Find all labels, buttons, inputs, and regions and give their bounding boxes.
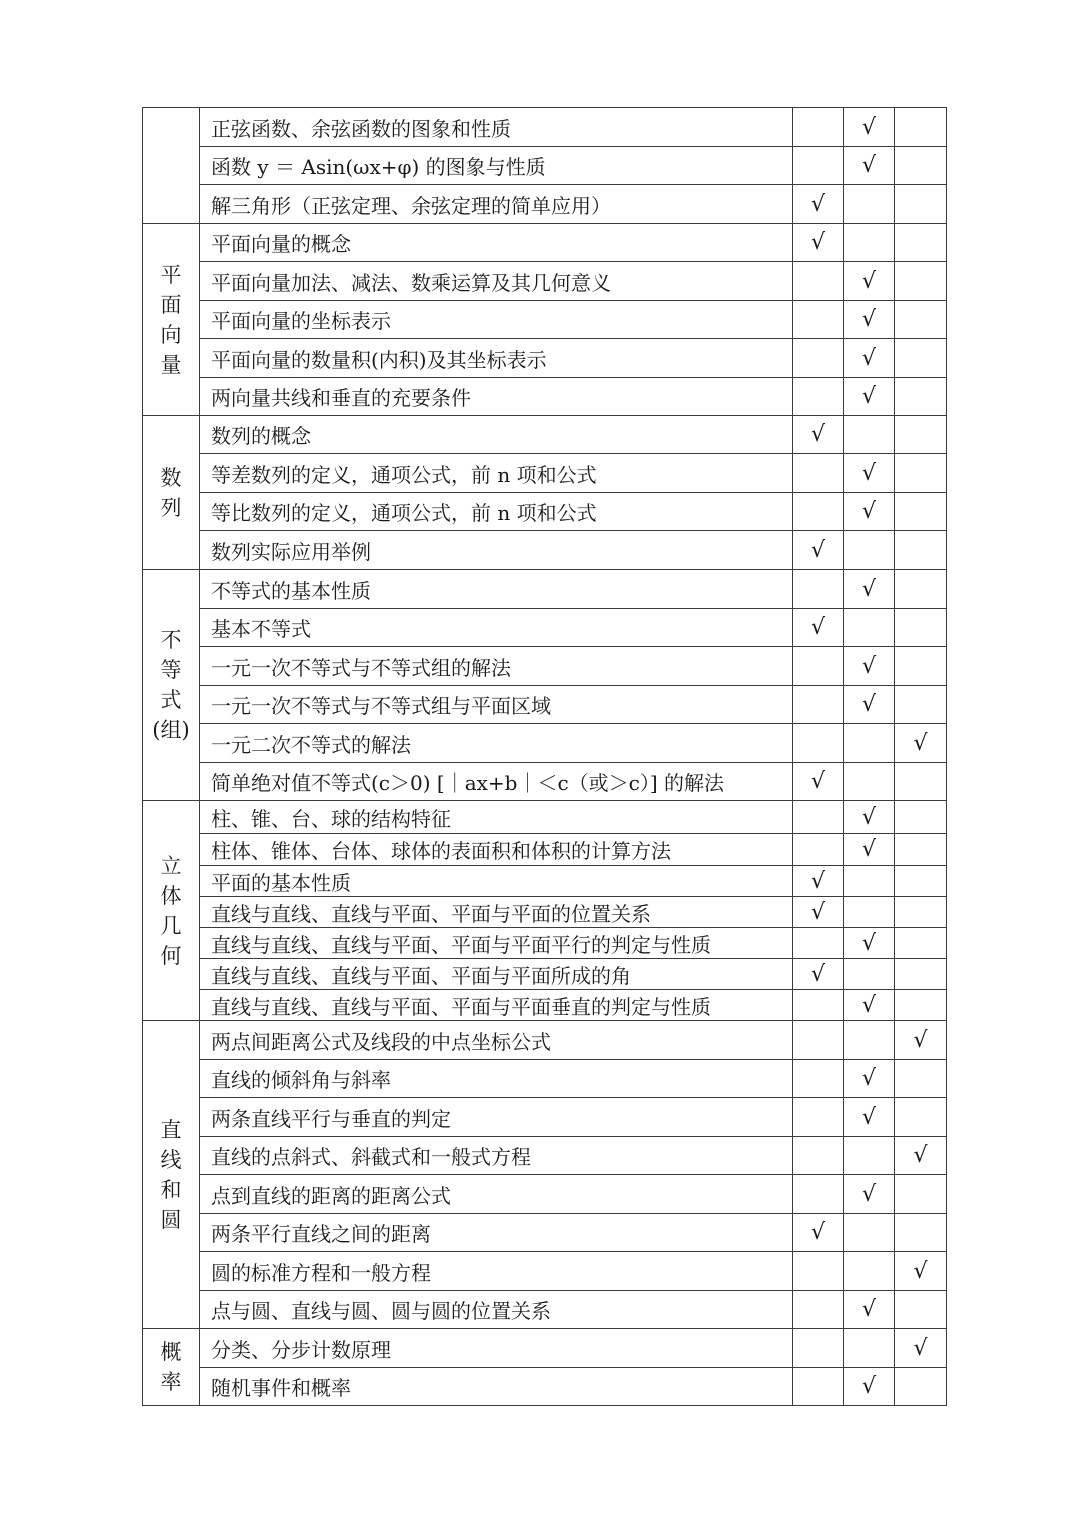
level-2-cell [844,147,895,185]
table-row [143,763,947,801]
table-row [143,224,947,262]
topic-cell: 正弦函数、余弦函数的图象和性质 [200,108,793,147]
level-2-cell [844,108,895,147]
check-mark-icon: √ [810,899,826,925]
table-row [143,185,947,224]
topic-cell: 直线与直线、直线与平面、平面与平面垂直的判定与性质 [200,990,793,1021]
table-row [143,1291,947,1329]
table-row [143,959,947,990]
table-row [143,1175,947,1214]
check-mark-icon: √ [861,1374,877,1399]
check-mark-icon: √ [861,653,877,679]
table-row [143,570,947,609]
topic-cell: 分类、分步计数原理 [200,1329,793,1368]
level-2-cell [844,866,895,897]
table-row [143,1098,947,1137]
level-2-cell [844,724,895,763]
level-2-cell [844,990,895,1021]
check-mark-icon: √ [861,1181,877,1207]
level-3-cell [895,1252,947,1291]
table-row [143,834,947,866]
level-2-cell [844,301,895,339]
check-mark-icon: √ [861,268,877,294]
level-3-cell [895,647,947,686]
check-mark-icon: √ [861,153,877,178]
level-1-cell [793,1021,844,1060]
table-row [143,108,947,147]
level-2-cell [844,1175,895,1214]
table-row [143,531,947,570]
check-mark-icon: √ [861,930,877,956]
table-row [143,1137,947,1175]
category-label: 直 线 和 圆 [160,1117,182,1232]
check-mark-icon: √ [861,576,877,602]
level-2-cell [844,897,895,928]
level-3-cell [895,990,947,1021]
level-3-cell [895,1137,947,1175]
level-3-cell [895,262,947,301]
category-cell [143,1021,200,1329]
topic-cell: 两向量共线和垂直的充要条件 [200,378,793,416]
check-mark-icon: √ [861,692,877,717]
table-row [143,990,947,1021]
topic-cell: 平面向量的概念 [200,224,793,262]
topic-cell: 解三角形（正弦定理、余弦定理的简单应用） [200,185,793,224]
level-1-cell [793,763,844,801]
level-3-cell [895,1060,947,1098]
level-3-cell [895,866,947,897]
table-row [143,647,947,686]
topic-cell: 两点间距离公式及线段的中点坐标公式 [200,1021,793,1060]
level-3-cell [895,834,947,866]
level-2-cell [844,454,895,493]
level-1-cell [793,339,844,378]
level-3-cell [895,339,947,378]
category-label: 概 率 [160,1340,182,1394]
level-1-cell [793,1137,844,1175]
level-1-cell [793,990,844,1021]
check-mark-icon: √ [861,384,877,409]
table-row [143,1329,947,1368]
level-2-cell [844,1021,895,1060]
topic-cell: 数列实际应用举例 [200,531,793,570]
level-3-cell [895,493,947,531]
table-row [143,339,947,378]
level-2-cell [844,493,895,531]
topic-cell: 柱体、锥体、台体、球体的表面积和体积的计算方法 [200,834,793,866]
check-mark-icon: √ [810,537,826,563]
level-2-cell [844,686,895,724]
level-2-cell [844,801,895,834]
level-1-cell [793,185,844,224]
table-row [143,147,947,185]
check-mark-icon: √ [861,804,877,830]
level-2-cell [844,609,895,647]
level-2-cell [844,1137,895,1175]
check-mark-icon: √ [810,961,826,987]
level-3-cell [895,147,947,185]
level-2-cell [844,339,895,378]
topic-cell: 平面向量的坐标表示 [200,301,793,339]
level-1-cell [793,1060,844,1098]
level-1-cell [793,834,844,866]
check-mark-icon: √ [810,230,826,255]
level-1-cell [793,454,844,493]
topic-cell: 平面向量加法、减法、数乘运算及其几何意义 [200,262,793,301]
category-label: 立 体 几 何 [160,853,182,968]
level-2-cell [844,647,895,686]
table-row [143,416,947,454]
level-1-cell [793,1368,844,1406]
level-3-cell [895,609,947,647]
table-row [143,1060,947,1098]
level-2-cell [844,1098,895,1137]
level-3-cell [895,763,947,801]
check-mark-icon: √ [861,837,877,862]
topic-cell: 直线的点斜式、斜截式和一般式方程 [200,1137,793,1175]
level-1-cell [793,866,844,897]
level-3-cell [895,1291,947,1329]
level-1-cell [793,147,844,185]
level-3-cell [895,1098,947,1137]
category-label: 平 面 向 量 [160,262,182,377]
topic-cell: 两条直线平行与垂直的判定 [200,1098,793,1137]
level-2-cell [844,1329,895,1368]
level-2-cell [844,224,895,262]
check-mark-icon: √ [861,1297,877,1322]
level-1-cell [793,531,844,570]
category-label: 数 列 [160,465,182,520]
level-1-cell [793,897,844,928]
level-1-cell [793,1214,844,1252]
check-mark-icon: √ [861,1066,877,1091]
table-body [143,108,947,1406]
check-mark-icon: √ [810,868,826,894]
topic-cell: 圆的标准方程和一般方程 [200,1252,793,1291]
table-row [143,493,947,531]
check-mark-icon: √ [861,114,877,140]
level-3-cell [895,108,947,147]
check-mark-icon: √ [913,1027,928,1053]
topic-cell: 等比数列的定义，通项公式，前 n 项和公式 [200,493,793,531]
topic-cell: 一元一次不等式与不等式组的解法 [200,647,793,686]
level-1-cell [793,262,844,301]
table-row [143,1021,947,1060]
level-1-cell [793,1329,844,1368]
level-3-cell [895,801,947,834]
level-3-cell [895,416,947,454]
table-row [143,378,947,416]
check-mark-icon: √ [810,191,826,217]
level-1-cell [793,609,844,647]
category-cell [143,570,200,801]
table-row [143,801,947,834]
topic-cell: 直线的倾斜角与斜率 [200,1060,793,1098]
syllabus-table [142,107,947,1406]
topic-cell: 一元一次不等式与不等式组与平面区域 [200,686,793,724]
level-1-cell [793,959,844,990]
level-1-cell [793,647,844,686]
level-2-cell [844,416,895,454]
level-1-cell [793,1175,844,1214]
level-3-cell [895,686,947,724]
check-mark-icon: √ [861,307,877,332]
category-cell [143,801,200,1021]
level-2-cell [844,1368,895,1406]
level-1-cell [793,1252,844,1291]
topic-cell: 直线与直线、直线与平面、平面与平面平行的判定与性质 [200,928,793,959]
level-1-cell [793,416,844,454]
topic-cell: 直线与直线、直线与平面、平面与平面的位置关系 [200,897,793,928]
check-mark-icon: √ [861,499,877,524]
topic-cell: 函数 y ＝ Asin(ωx+φ) 的图象与性质 [200,147,793,185]
topic-cell: 点到直线的距离的距离公式 [200,1175,793,1214]
table-row [143,686,947,724]
table-row [143,262,947,301]
level-2-cell [844,834,895,866]
topic-cell: 平面向量的数量积(内积)及其坐标表示 [200,339,793,378]
topic-cell: 一元二次不等式的解法 [200,724,793,763]
topic-cell: 等差数列的定义，通项公式，前 n 项和公式 [200,454,793,493]
topic-cell: 直线与直线、直线与平面、平面与平面所成的角 [200,959,793,990]
level-3-cell [895,570,947,609]
topic-cell: 点与圆、直线与圆、圆与圆的位置关系 [200,1291,793,1329]
level-2-cell [844,1060,895,1098]
level-2-cell [844,262,895,301]
level-1-cell [793,224,844,262]
level-3-cell [895,378,947,416]
level-1-cell [793,493,844,531]
level-1-cell [793,686,844,724]
level-2-cell [844,185,895,224]
level-3-cell [895,897,947,928]
level-1-cell [793,801,844,834]
category-cell [143,224,200,416]
level-3-cell [895,928,947,959]
level-1-cell [793,108,844,147]
topic-cell: 不等式的基本性质 [200,570,793,609]
table-row [143,454,947,493]
level-3-cell [895,531,947,570]
level-1-cell [793,301,844,339]
check-mark-icon: √ [861,992,877,1018]
level-3-cell [895,185,947,224]
table-row [143,1214,947,1252]
check-mark-icon: √ [810,615,826,640]
check-mark-icon: √ [913,1335,928,1361]
level-3-cell [895,1368,947,1406]
table-row [143,866,947,897]
level-1-cell [793,724,844,763]
category-label: 不 等 式 (组) [152,628,190,742]
level-2-cell [844,1291,895,1329]
category-cell [143,416,200,570]
topic-cell: 平面的基本性质 [200,866,793,897]
check-mark-icon: √ [810,1220,826,1245]
table-row [143,301,947,339]
check-mark-icon: √ [810,422,826,447]
table-row [143,928,947,959]
level-2-cell [844,378,895,416]
table-row [143,1252,947,1291]
level-2-cell [844,959,895,990]
level-2-cell [844,928,895,959]
check-mark-icon: √ [861,460,877,486]
level-3-cell [895,959,947,990]
level-1-cell [793,378,844,416]
category-cell [143,108,200,224]
level-2-cell [844,763,895,801]
level-2-cell [844,531,895,570]
check-mark-icon: √ [861,1104,877,1130]
check-mark-icon: √ [913,1258,928,1284]
table-row [143,609,947,647]
level-2-cell [844,1252,895,1291]
level-3-cell [895,1175,947,1214]
category-cell [143,1329,200,1406]
level-1-cell [793,1291,844,1329]
topic-cell: 基本不等式 [200,609,793,647]
check-mark-icon: √ [913,730,928,756]
level-2-cell [844,570,895,609]
level-1-cell [793,928,844,959]
table-row [143,724,947,763]
level-3-cell [895,224,947,262]
check-mark-icon: √ [810,769,826,794]
level-2-cell [844,1214,895,1252]
check-mark-icon: √ [913,1143,928,1168]
topic-cell: 随机事件和概率 [200,1368,793,1406]
level-3-cell [895,1214,947,1252]
topic-cell: 数列的概念 [200,416,793,454]
topic-cell: 简单绝对值不等式(c＞0) [｜ax+b｜＜c（或＞c）] 的解法 [200,763,793,801]
level-3-cell [895,1329,947,1368]
topic-cell: 柱、锥、台、球的结构特征 [200,801,793,834]
level-1-cell [793,1098,844,1137]
level-3-cell [895,724,947,763]
check-mark-icon: √ [861,345,877,371]
level-1-cell [793,570,844,609]
level-3-cell [895,301,947,339]
table-row [143,897,947,928]
level-3-cell [895,454,947,493]
level-3-cell [895,1021,947,1060]
topic-cell: 两条平行直线之间的距离 [200,1214,793,1252]
table-row [143,1368,947,1406]
